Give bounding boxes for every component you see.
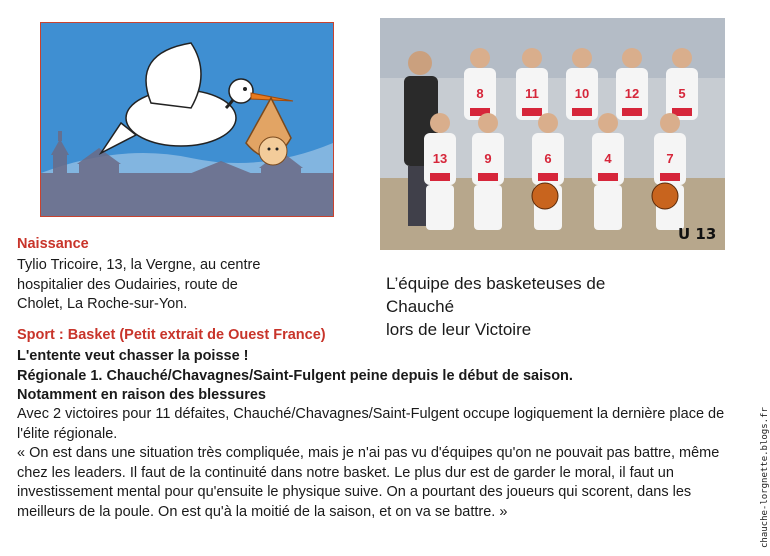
article-body: [17, 405, 747, 522]
jersey-number: 9: [484, 151, 492, 166]
headline-line: Régionale 1. Chauché/Chavagnes/Saint-Fulgent peine depuis le début de saison.: [17, 367, 573, 384]
photo-tag: U 13: [678, 225, 717, 243]
jersey-number: 4: [604, 151, 612, 166]
naissance-line: Cholet, La Roche-sur-Yon.: [17, 296, 188, 312]
photo-caption: [386, 272, 686, 341]
caption-line: lors de leur Victoire: [386, 320, 532, 339]
naissance-title: Naissance: [17, 236, 89, 252]
headline-line: Notamment en raison des blessures: [17, 387, 266, 403]
sport-title: Sport : Basket (Petit extrait de Ouest France): [17, 327, 326, 343]
article-paragraph: « On est dans une situation très compliquée, mais je n'ai pas vu d'équipes qu'on ne pouvait pas battre, même chez les leaders. Il faut de la continuité dans notre basket. Le plus dur est de garder le moral, il faut un investissement mental pour qu'ensuite le physique suive. On a pourtant des joueurs qui scorent, dans les meilleurs de la poule. On est qu'à la moitié de la saison, et on va se battre. »: [17, 445, 720, 520]
jersey-number: 11: [525, 86, 539, 101]
stork-illustration: [40, 22, 334, 217]
jersey-number: 5: [678, 86, 686, 101]
basketball-icon: [532, 183, 558, 209]
jersey-number: 12: [624, 86, 640, 101]
jersey-number: 6: [544, 151, 552, 166]
article-paragraph: Avec 2 victoires pour 11 défaites, Chauché/Chavagnes/Saint-Fulgent occupe logiquement la dernière place de l'élite régionale.: [17, 406, 725, 442]
basketball-icon: [652, 183, 678, 209]
jersey-number: 7: [666, 151, 674, 166]
naissance-text: [17, 256, 317, 315]
headline-line: L'entente veut chasser la poisse !: [17, 348, 249, 364]
naissance-line: hospitalier des Oudairies, route de: [17, 276, 238, 293]
naissance-line: Tylio Tricoire, 13, la Vergne, au centre: [17, 257, 261, 273]
jersey-number: 13: [432, 151, 448, 166]
caption-line: Chauché: [386, 297, 455, 316]
watermark-text: chauche-lorgnette.blogs.fr: [760, 407, 770, 548]
jersey-number: 10: [574, 86, 590, 101]
sport-headline: [17, 347, 573, 406]
jersey-number: 8: [476, 86, 484, 101]
team-photo: [380, 18, 725, 250]
caption-line: L’équipe des basketeuses de: [386, 274, 606, 293]
